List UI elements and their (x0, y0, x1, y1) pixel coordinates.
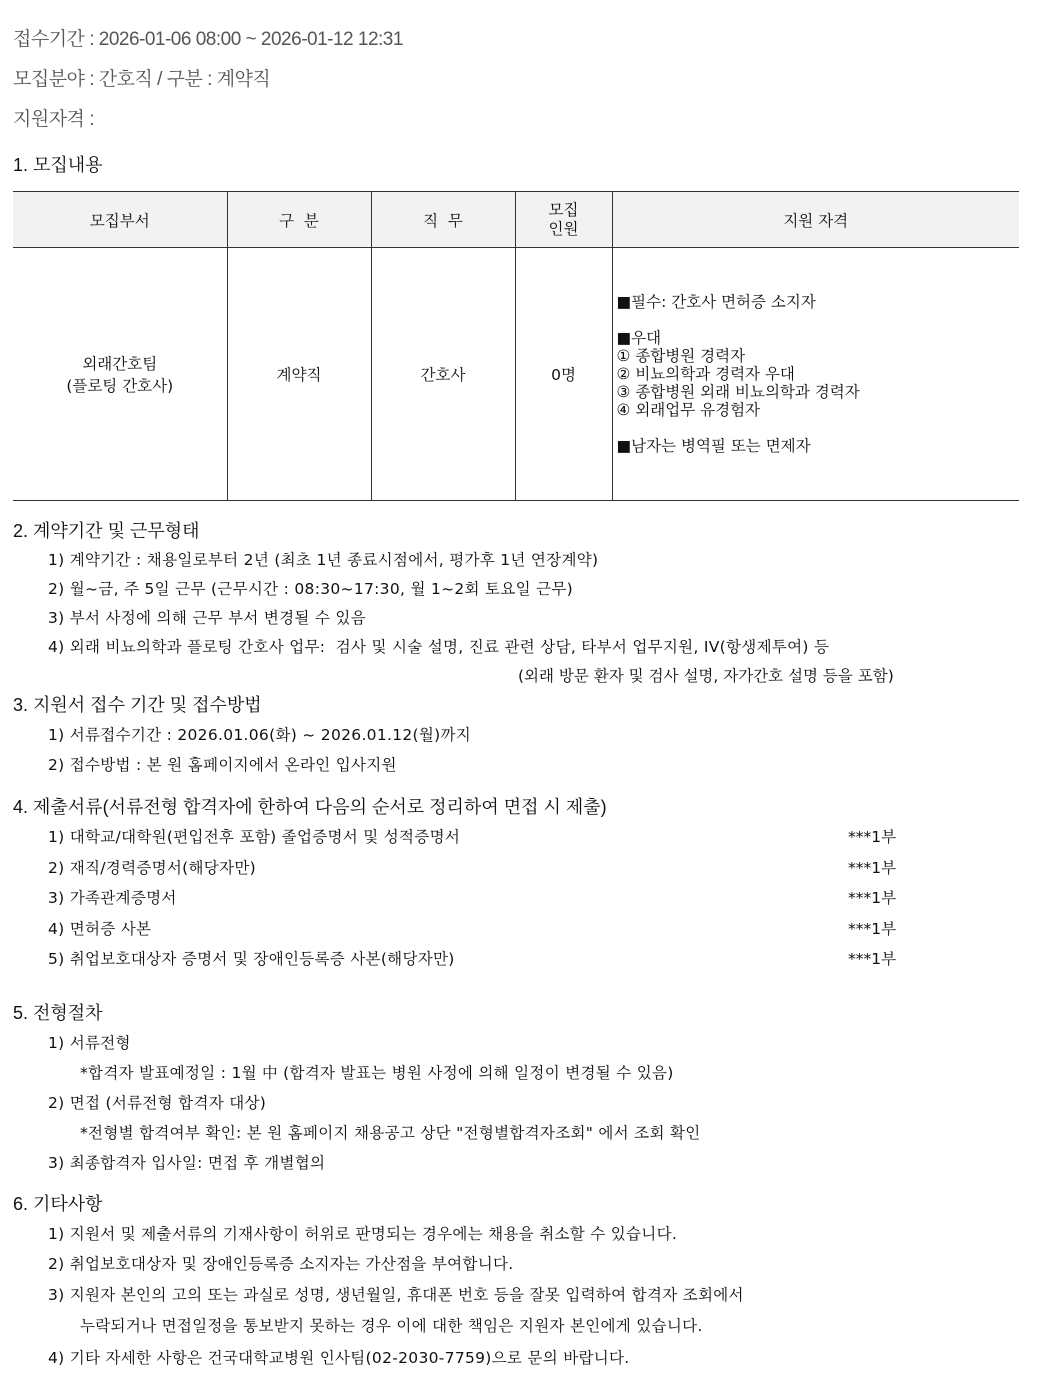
reception-period: 접수기간 : 2026-01-06 08:00 ~ 2026-01-12 12:31 (13, 29, 403, 50)
process-note: *전형별 합격여부 확인: 본 원 홈페이지 채용공고 상단 "전형별합격자조회" 에서 조회 확인 (80, 1124, 701, 1142)
qualification-label: 지원자격 : (13, 109, 94, 130)
process-step: 3) 최종합격자 입사일: 면접 후 개별협의 (48, 1154, 326, 1172)
document-item: 4) 면허증 사본 (48, 920, 152, 938)
cell-count: 0명 (515, 248, 612, 501)
section-4-title: 4. 제출서류(서류전형 합격자에 한하여 다음의 순서로 정리하여 면접 시 제출) (13, 797, 607, 817)
list-item: 3) 지원자 본인의 고의 또는 과실로 성명, 생년월일, 휴대폰 번호 등을 잘못 입력하여 합격자 조회에서 (48, 1286, 744, 1304)
document-item: 2) 재직/경력증명서(해당자만) (48, 859, 256, 877)
process-step: 1) 서류전형 (48, 1034, 131, 1052)
cell-job: 간호사 (371, 248, 515, 501)
document-copies: ***1부 (848, 920, 897, 938)
document-item: 5) 취업보호대상자 증명서 및 장애인등록증 사본(해당자만) (48, 950, 455, 968)
list-item-continuation: 누락되거나 면접일정을 통보받지 못하는 경우 이에 대한 책임은 지원자 본인에게 있습니다. (80, 1317, 703, 1335)
section-5-title: 5. 전형절차 (13, 1003, 103, 1023)
section-1-title: 1. 모집내용 (13, 155, 103, 175)
list-item: 4) 기타 자세한 사항은 건국대학교병원 인사팀(02-2030-7759)으로 문의 바랍니다. (48, 1349, 630, 1367)
table-header-row (13, 192, 1019, 248)
section-3-title: 3. 지원서 접수 기간 및 접수방법 (13, 695, 262, 715)
header-job: 직 무 (371, 192, 515, 248)
list-item: 2) 월~금, 주 5일 근무 (근무시간 : 08:30~17:30, 월 1~2회 토요일 근무) (48, 580, 574, 598)
dept-name: 외래간호팀 (82, 355, 158, 373)
header-type: 구 분 (227, 192, 371, 248)
qual-preferred-item: ① 종합병원 경력자 (616, 347, 746, 365)
document-copies: ***1부 (848, 859, 897, 877)
list-item: 3) 부서 사정에 의해 근무 부서 변경될 수 있음 (48, 609, 366, 627)
qual-preferred-item: ④ 외래업무 유경험자 (616, 401, 761, 419)
document-copies: ***1부 (848, 889, 897, 907)
qual-required: ■필수: 간호사 면허증 소지자 (616, 293, 816, 311)
document-item: 3) 가족관계증명서 (48, 889, 177, 907)
document-copies: ***1부 (848, 950, 897, 968)
qual-preferred-item: ③ 종합병원 외래 비뇨의학과 경력자 (616, 383, 860, 401)
document-copies: ***1부 (848, 828, 897, 846)
qual-preferred-title: ■우대 (616, 329, 662, 347)
table-row (13, 248, 1019, 501)
document-item: 1) 대학교/대학원(편입전후 포함) 졸업증명서 및 성적증명서 (48, 828, 461, 846)
list-item: 1) 지원서 및 제출서류의 기재사항이 허위로 판명되는 경우에는 채용을 취소할 수 있습니다. (48, 1225, 678, 1243)
list-item: 2) 취업보호대상자 및 장애인등록증 소지자는 가산점을 부여합니다. (48, 1255, 514, 1273)
qual-preferred-item: ② 비뇨의학과 경력자 우대 (616, 365, 795, 383)
list-item: 4) 외래 비뇨의학과 플로팅 간호사 업무: 검사 및 시술 설명, 진료 관련 상담, 타부서 업무지원, IV(항생제투여) 등 (48, 638, 830, 656)
header-count: 모집 인원 (515, 192, 612, 248)
process-step: 2) 면접 (서류전형 합격자 대상) (48, 1094, 267, 1112)
contract-note: (외래 방문 환자 및 검사 설명, 자가간호 설명 등을 포함) (518, 667, 894, 685)
qual-military: ■남자는 병역필 또는 면제자 (616, 437, 811, 455)
dept-subname: (플로팅 간호사) (66, 377, 174, 395)
recruit-field: 모집분야 : 간호직 / 구분 : 계약직 (13, 69, 271, 90)
cell-dept (13, 248, 227, 501)
recruit-table (13, 191, 1019, 501)
list-item: 2) 접수방법 : 본 원 홈페이지에서 온라인 입사지원 (48, 756, 397, 774)
header-dept: 모집부서 (13, 192, 227, 248)
header-qualification: 지원 자격 (612, 192, 1019, 248)
cell-qualification (612, 248, 1019, 501)
cell-type: 계약직 (227, 248, 371, 501)
list-item: 1) 계약기간 : 채용일로부터 2년 (최초 1년 종료시점에서, 평가후 1년 연장계약) (48, 551, 599, 569)
list-item: 1) 서류접수기간 : 2026.01.06(화) ~ 2026.01.12(월)까지 (48, 726, 472, 744)
section-6-title: 6. 기타사항 (13, 1194, 103, 1214)
process-note: *합격자 발표예정일 : 1월 中 (합격자 발표는 병원 사정에 의해 일정이 변경될 수 있음) (80, 1064, 674, 1082)
section-2-title: 2. 계약기간 및 근무형태 (13, 521, 200, 541)
